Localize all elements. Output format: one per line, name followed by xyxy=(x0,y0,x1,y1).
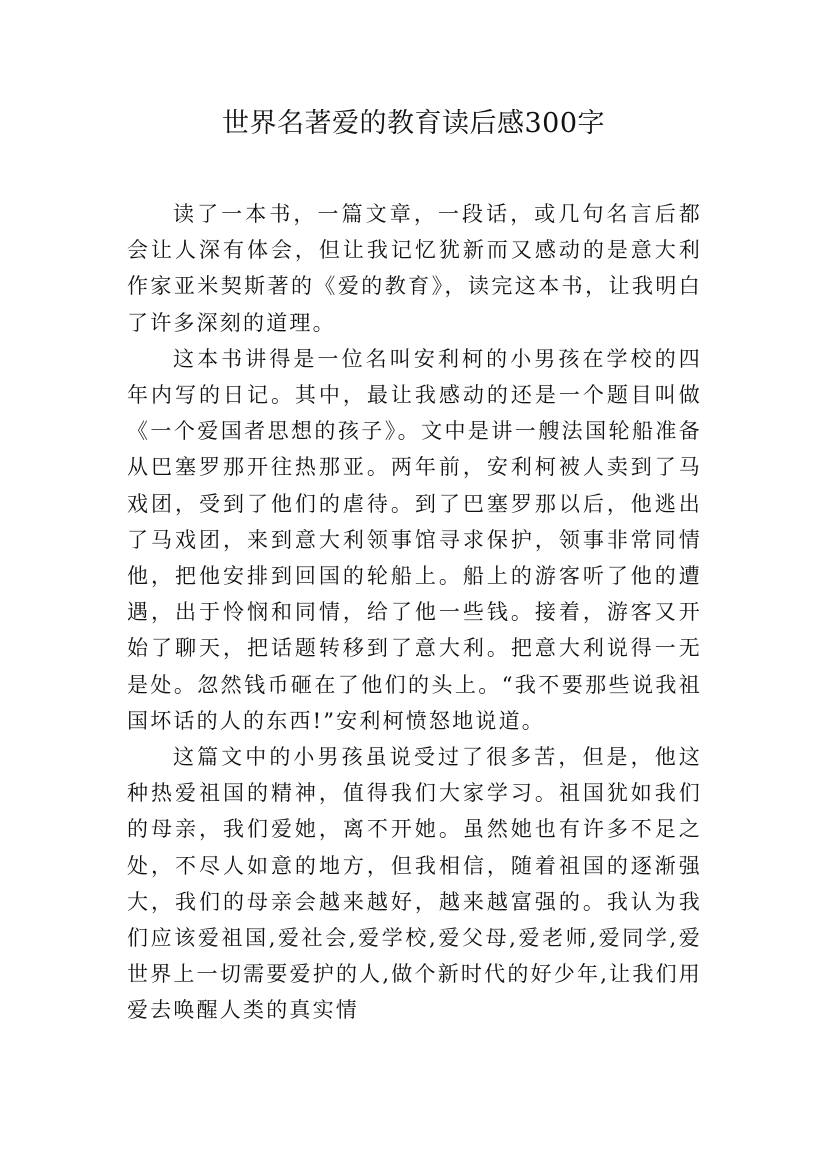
paragraph-1: 读了一本书，一篇文章，一段话，或几句名言后都会让人深有体会，但让我记忆犹新而又感动的是意大利作家亚米契斯著的《爱的教育》，读完这本书，让我明白了许多深刻的道理。 xyxy=(127,202,702,335)
document-body xyxy=(127,196,702,1029)
paragraph-2: 这本书讲得是一位名叫安利柯的小男孩在学校的四年内写的日记。其中，最让我感动的还是一个题目叫做《一个爱国者思想的孩子》。文中是讲一艘法国轮船准备从巴塞罗那开往热那亚。两年前，安利柯被人卖到了马戏团，受到了他们的虐待。到了巴塞罗那以后，他逃出了马戏团，来到意大利领事馆寻求保护，领事非常同情他，把他安排到回国的轮船上。船上的游客听了他的遭遇，出于怜悯和同情，给了他一些钱。接着，游客又开始了聊天，把话题转移到了意大利。把意大利说得一无是处。忽然钱币砸在了他们的头上。“我不要那些说我祖国坏话的人的东西!”安利柯愤怒地说道。 xyxy=(127,346,702,733)
document-title: 世界名著爱的教育读后感300字 xyxy=(221,108,606,139)
paragraph-3: 这篇文中的小男孩虽说受过了很多苦，但是，他这种热爱祖国的精神，值得我们大家学习。祖国犹如我们的母亲，我们爱她，离不开她。虽然她也有许多不足之处，不尽人如意的地方，但我相信，随着祖国的逐渐强大，我们的母亲会越来越好，越来越富强的。我认为我们应该爱祖国,爱社会,爱学校,爱父母,爱老师,爱同学,爱世界上一切需要爱护的人,做个新时代的好少年,让我们用爱去唤醒人类的真实情 xyxy=(127,745,702,1023)
